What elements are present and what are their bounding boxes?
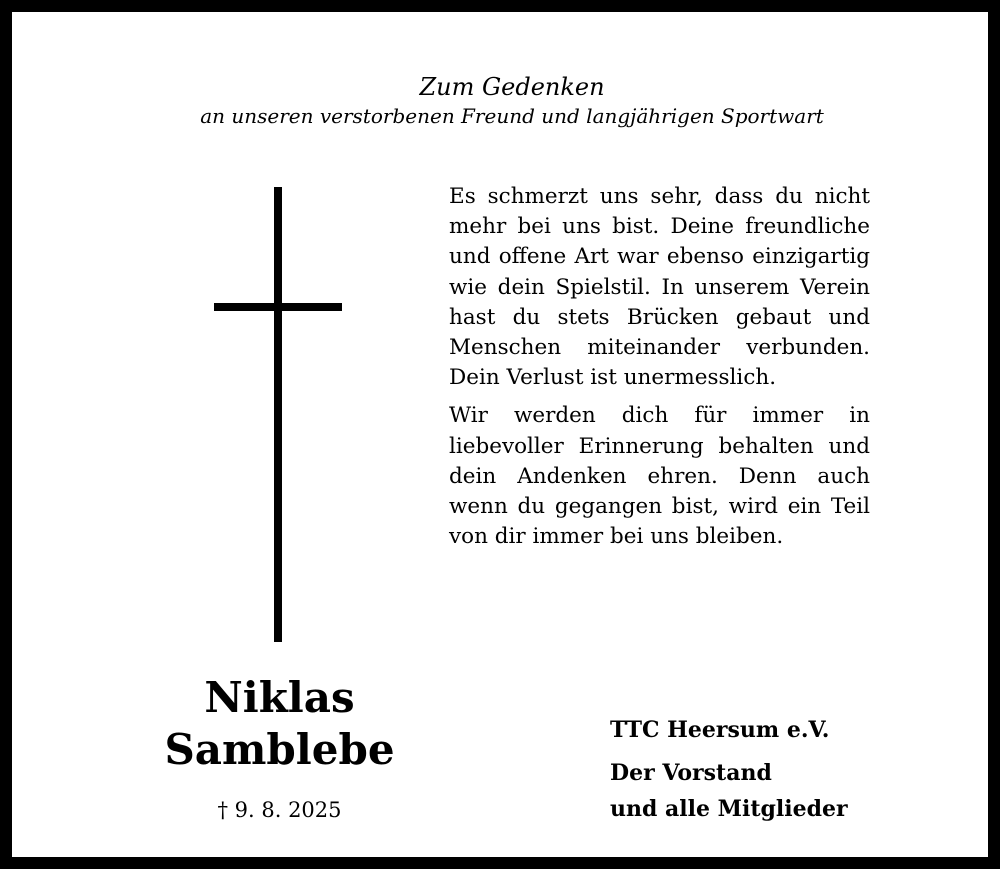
condolence-paragraph-2: Wir werden dich für immer in liebevoller Erinnerung behalten und dein Andenken ehren. Denn auch wenn du gegangen bist, wird ein Teil von dir immer bei uns bleiben. bbox=[449, 403, 870, 550]
death-date: † 9. 8. 2025 bbox=[217, 798, 342, 822]
cross-horizontal-beam bbox=[214, 303, 342, 311]
signoff bbox=[610, 715, 910, 827]
header-subtitle: an unseren verstorbenen Freund und langjährigen Sportwart bbox=[200, 104, 824, 128]
signoff-members: und alle Mitglieder bbox=[610, 796, 848, 822]
header-title: Zum Gedenken bbox=[419, 73, 605, 101]
deceased-name bbox=[137, 672, 422, 776]
signoff-board: Der Vorstand bbox=[610, 760, 772, 786]
condolence-paragraph-1: Es schmerzt uns sehr, dass du nicht mehr bei uns bist. Deine freundliche und offene Art war ebenso einzigartig wie dein Spielstil. In unserem Verein hast du stets Brücken gebaut und Menschen miteinander verbunden. Dein Verlust ist unermesslich. bbox=[449, 184, 870, 391]
header bbox=[12, 72, 1000, 130]
condolence-text bbox=[449, 182, 870, 552]
deceased-first-name: Niklas bbox=[204, 673, 355, 722]
club-name: TTC Heersum e.V. bbox=[610, 717, 830, 743]
deceased-last-name: Samblebe bbox=[164, 725, 395, 774]
cross-vertical-beam bbox=[274, 187, 282, 642]
